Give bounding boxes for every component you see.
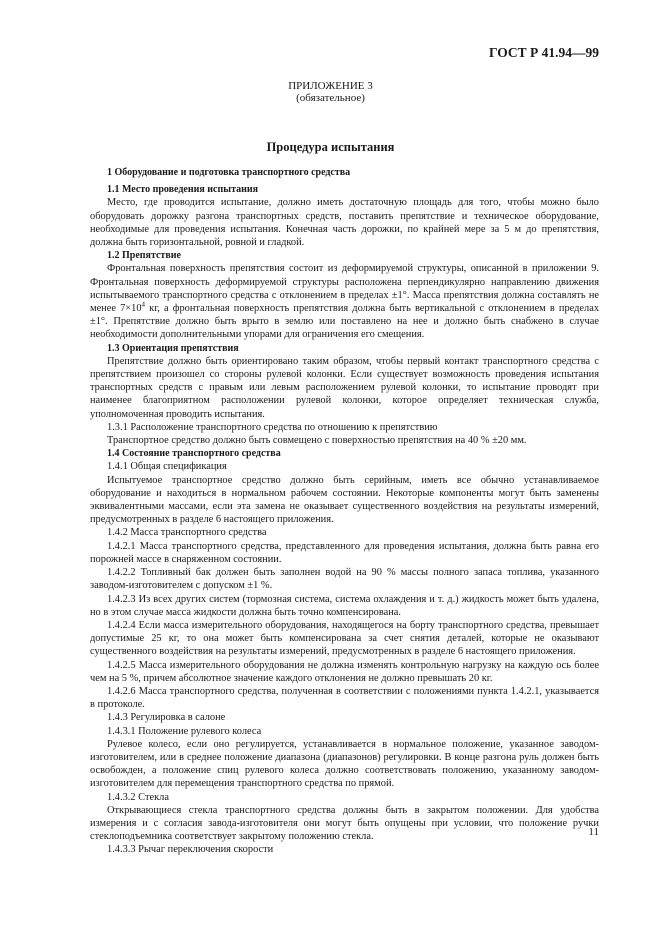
appendix-note: (обязательное) xyxy=(296,92,365,104)
paragraph-1-3-1: Транспортное средство должно быть совмещено с поверхностью препятствия на 40 % ±20 мм. xyxy=(107,435,527,447)
procedure-title: Процедура испытания xyxy=(266,140,395,154)
section-1-4-heading: 1.4 Состояние транспортного средства xyxy=(107,448,281,460)
section-1-3-heading: 1.3 Ориентация препятствия xyxy=(107,342,239,354)
appendix-title: ПРИЛОЖЕНИЕ 3 xyxy=(288,80,373,92)
paragraph-1-4-2-1: 1.4.2.1 Масса транспортного средства, представленного для проведения испытания, должна быть равна его порожней массе в снаряженном состоянии. xyxy=(90,540,599,565)
section-1-4-3-heading: 1.4.3 Регулировка в салоне xyxy=(107,712,226,724)
paragraph-1-4-3-1: Рулевое колесо, если оно регулируется, устанавливается в нормальное положение, указанное заводом-изготовителем, или в среднее положение диапазона (диапазонов) регулировки. В конце разгона руль должен быть освобожден, а положение спиц рулевого колеса должно соответствовать положению, указанному заводом-изготовителем для перемещения транспортного средства по прямой. xyxy=(90,738,599,790)
section-1-4-3-2-heading: 1.4.3.2 Стекла xyxy=(107,791,169,803)
mass-exponent: 4 xyxy=(141,300,146,309)
section-1-4-3-1-heading: 1.4.3.1 Положение рулевого колеса xyxy=(107,725,262,737)
paragraph-1-2-part-a: Фронтальная поверхность препятствия состоит из деформируемой структуры, описанной в приложении 9. Фронтальная поверхность деформируемой структуры расположена перпендикулярно направлению движения испытываемого транспортного средства с отклонением в пределах ±1°. Масса препятствия должна составлять не менее 7×10 xyxy=(90,263,599,315)
paragraph-1-4-2-2: 1.4.2.2 Топливный бак должен быть заполнен водой на 90 % массы полного запаса топлива, указанного заводом-изготовителем с допуском ±1 %. xyxy=(90,567,599,592)
section-1-4-2-heading: 1.4.2 Масса транспортного средства xyxy=(107,527,267,539)
page-number: 11 xyxy=(588,826,599,838)
paragraph-1-4-2-5: 1.4.2.5 Масса измерительного оборудования не должна изменять контрольную нагрузку на каждую ось более чем на 5 %, причем абсолютное значение каждого отклонения не должно превышать 20 кг. xyxy=(90,659,599,684)
appendix-heading xyxy=(0,80,661,104)
section-1-1-heading: 1.1 Место проведения испытания xyxy=(107,184,259,196)
paragraph-1-4-2-3: 1.4.2.3 Из всех других систем (тормозная система, система охлаждения и т. д.) жидкость может быть удалена, но в этом случае масса жидкости должна быть точно компенсирована. xyxy=(90,593,599,618)
paragraph-1-2-part-b: кг, а фронтальная поверхность препятствия должна быть вертикальной с отклонением в пределах ±1°. Препятствие должно быть врыто в землю или поставлено на нее и должно быть снабжено в случае необходимости дополнительными упорами для ограничения его смещения. xyxy=(90,303,600,341)
section-1-3-1-heading: 1.3.1 Расположение транспортного средства по отношению к препятствию xyxy=(107,421,438,433)
section-1-heading: 1 Оборудование и подготовка транспортного средства xyxy=(107,167,351,178)
paragraph-1-1: Место, где проводится испытание, должно иметь достаточную площадь для того, чтобы можно было оборудовать дорожку разгона транспортных средств, поставить препятствие и техническое оборудование, необходимые для проведения испытания. Конечная часть дорожки, по крайней мере за 5 м до препятствия, должна быть горизонтальной, ровной и гладкой. xyxy=(90,197,599,249)
paragraph-1-4-2-6: 1.4.2.6 Масса транспортного средства, полученная в соответствии с положениями пункта 1.4.2.1, указывается в протоколе. xyxy=(90,685,599,711)
paragraph-1-2 xyxy=(90,262,599,341)
paragraph-1-4-1: Испытуемое транспортное средство должно быть серийным, иметь все обычно устанавливаемое оборудование и находиться в нормальном рабочем состоянии. Некоторые компоненты могут быть заменены эквивалентными массами, если эта замена не оказывает существенного воздействия на результаты измерений, предусмотренных в разделе 6 настоящего приложения. xyxy=(90,474,599,526)
section-1-2-heading: 1.2 Препятствие xyxy=(107,250,181,262)
paragraph-1-4-3-2: Открывающиеся стекла транспортного средства должны быть в закрытом положении. Для удобства измерения и с согласия завода-изготовителя они могут быть опущены при условии, что положение ручки стеклоподъемника соответствует закрытому положению стекла. xyxy=(90,804,599,843)
section-1-4-3-3-heading: 1.4.3.3 Рычаг переключения скорости xyxy=(107,844,274,856)
standard-code: ГОСТ Р 41.94—99 xyxy=(488,45,599,60)
paragraph-1-4-2-4: 1.4.2.4 Если масса измерительного оборудования, находящегося на борту транспортного средства, превышает допустимые 25 кг, то она может быть компенсирована за счет снятия деталей, которые не оказывают существенного воздействия на результаты измерений, предусмотренных в разделе 6 настоящего приложения. xyxy=(90,619,599,658)
paragraph-1-3: Препятствие должно быть ориентировано таким образом, чтобы первый контакт транспортного средства с препятствием произошел со стороны рулевой колонки. Если существует возможность проведения испытания транспортных средств с правым или левым расположением рулевой колонки, то испытание проводят при наименее благоприятном расположении рулевой колонки, которое определяет техническая служба, уполномоченная проводить испытания. xyxy=(90,355,599,420)
document-body xyxy=(90,166,599,857)
section-1-4-1-heading: 1.4.1 Общая спецификация xyxy=(107,461,227,473)
